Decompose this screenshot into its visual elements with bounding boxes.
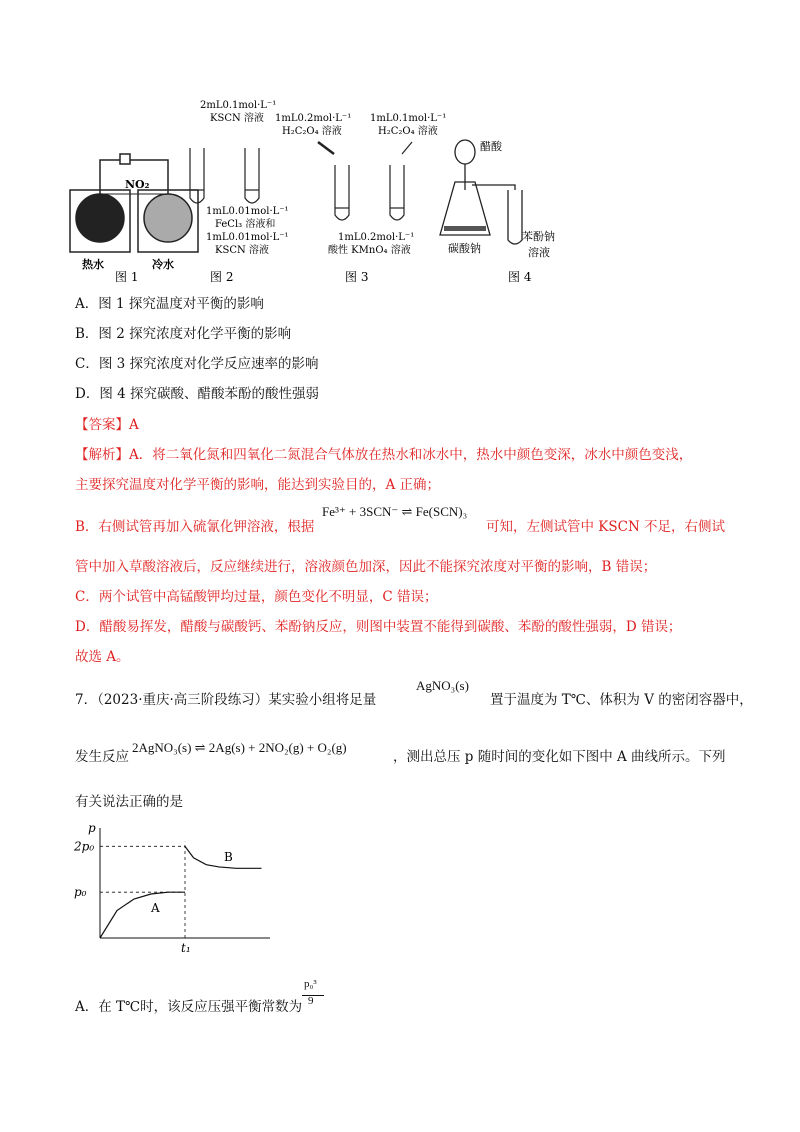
q7-line1-post: 置于温度为 T℃、体积为 V 的密闭容器中， [490, 692, 753, 708]
fig2-bottom3: 1mL0.01mol·L⁻¹ [206, 232, 289, 243]
fig-label-4: 图 4 [508, 270, 532, 284]
series-B-label: B [224, 849, 233, 864]
fig3-bottom1: 1mL0.2mol·L⁻¹ [338, 232, 415, 243]
analysis-b-line2: 管中加入草酸溶液后，反应继续进行，溶液颜色加深，因此不能探究浓度对平衡的影响，B 错误； [75, 559, 657, 575]
fig-label-2: 图 2 [210, 270, 234, 284]
option-b: B．图 2 探究浓度对化学平衡的影响 [75, 326, 292, 342]
fig2-bottom4: KSCN 溶液 [215, 245, 269, 256]
fig-label-3: 图 3 [345, 270, 369, 284]
y-tick-label: p₀ [74, 885, 87, 900]
fig3-bottom2: 酸性 KMnO₄ 溶液 [328, 245, 411, 256]
q7-line3: 有关说法正确的是 [75, 794, 183, 810]
fig2-top1: 2mL0.1mol·L⁻¹ [200, 100, 277, 111]
fig3-right2: H₂C₂O₄ 溶液 [378, 126, 438, 137]
answer: 【答案】A [75, 417, 139, 433]
analysis-d-line1: D．醋酸易挥发，醋酸与碳酸钙、苯酚钠反应，则图中装置不能得到碳酸、苯酚的酸性强弱，D 错误； [75, 619, 682, 635]
q7-line1-pre: 7．（2023·重庆·高三阶段练习）某实验小组将足量 [75, 692, 377, 708]
analysis-d-line2: 故选 A。 [75, 649, 130, 665]
fig1-right: 冷水 [152, 258, 174, 271]
q7-line1-formula: AgNO₃(s) [416, 678, 469, 693]
fig1-left: 热水 [82, 258, 104, 271]
pressure-time-chart [70, 818, 280, 958]
figure-4 [440, 140, 522, 244]
fig2-bottom2: FeCl₃ 溶液和 [215, 219, 276, 230]
fig3-right1: 1mL0.1mol·L⁻¹ [370, 113, 447, 124]
experiment-figures [60, 90, 600, 290]
analysis-c: C．两个试管中高锰酸钾均过量，颜色变化不明显，C 错误； [75, 589, 438, 605]
fig4-tube2: 溶液 [528, 246, 550, 259]
figure-1 [70, 154, 198, 252]
fig4-flask: 碳酸钠 [448, 242, 481, 255]
option-d: D．图 4 探究碳酸、醋酸苯酚的酸性强弱 [75, 386, 319, 402]
figure-3 [318, 142, 412, 220]
fig3-left2: H₂C₂O₄ 溶液 [282, 126, 342, 137]
series-A-label: A [151, 901, 160, 915]
option-c: C．图 3 探究浓度对化学反应速率的影响 [75, 356, 319, 372]
analysis-a-line1: 【解析】A．将二氧化氮和四氧化二氮混合气体放在热水和冰水中，热水中颜色变深，冰水中颜色变浅， [75, 447, 693, 463]
q7-option-a: A．在 T℃时，该反应压强平衡常数为 [75, 999, 303, 1015]
figure-2 [190, 148, 259, 203]
fig4-tube1: 苯酚钠 [522, 230, 555, 243]
q7-line2-formula: 2AgNO₃(s) ⇌ 2Ag(s) + 2NO₂(g) + O₂(g) [132, 740, 347, 755]
fig3-left1: 1mL0.2mol·L⁻¹ [275, 113, 352, 124]
q7-line2-pre: 发生反应 [75, 749, 129, 765]
fig2-top2: KSCN 溶液 [210, 113, 264, 124]
fig4-acid: 醋酸 [480, 140, 502, 153]
series-A-line [100, 892, 185, 938]
y-tick-label: 2p₀ [74, 839, 95, 854]
fig-label-1: 图 1 [115, 270, 139, 284]
analysis-b-post: 可知，左侧试管中 KSCN 不足，右侧试 [486, 519, 726, 535]
q7-line2-post: ，测出总压 p 随时间的变化如下图中 A 曲线所示。下列 [393, 749, 726, 765]
analysis-b-pre: B．右侧试管再加入硫氰化钾溶液，根据 [75, 519, 315, 535]
analysis-b-formula: Fe³⁺ + 3SCN⁻ ⇌ Fe(SCN)₃ [322, 504, 468, 519]
analysis-a-line2: 主要探究温度对化学平衡的影响，能达到实验目的，A 正确； [75, 477, 441, 493]
option-a: A．图 1 探究温度对平衡的影响 [75, 296, 264, 312]
q7-option-a-num: p₀³ [304, 978, 317, 990]
y-axis-label: p [88, 821, 96, 835]
q7-option-a-den: 9 [308, 995, 314, 1007]
fig2-bottom1: 1mL0.01mol·L⁻¹ [206, 206, 289, 217]
fig1-gas: NO₂ [125, 178, 150, 191]
x-tick-label: t₁ [181, 941, 191, 955]
